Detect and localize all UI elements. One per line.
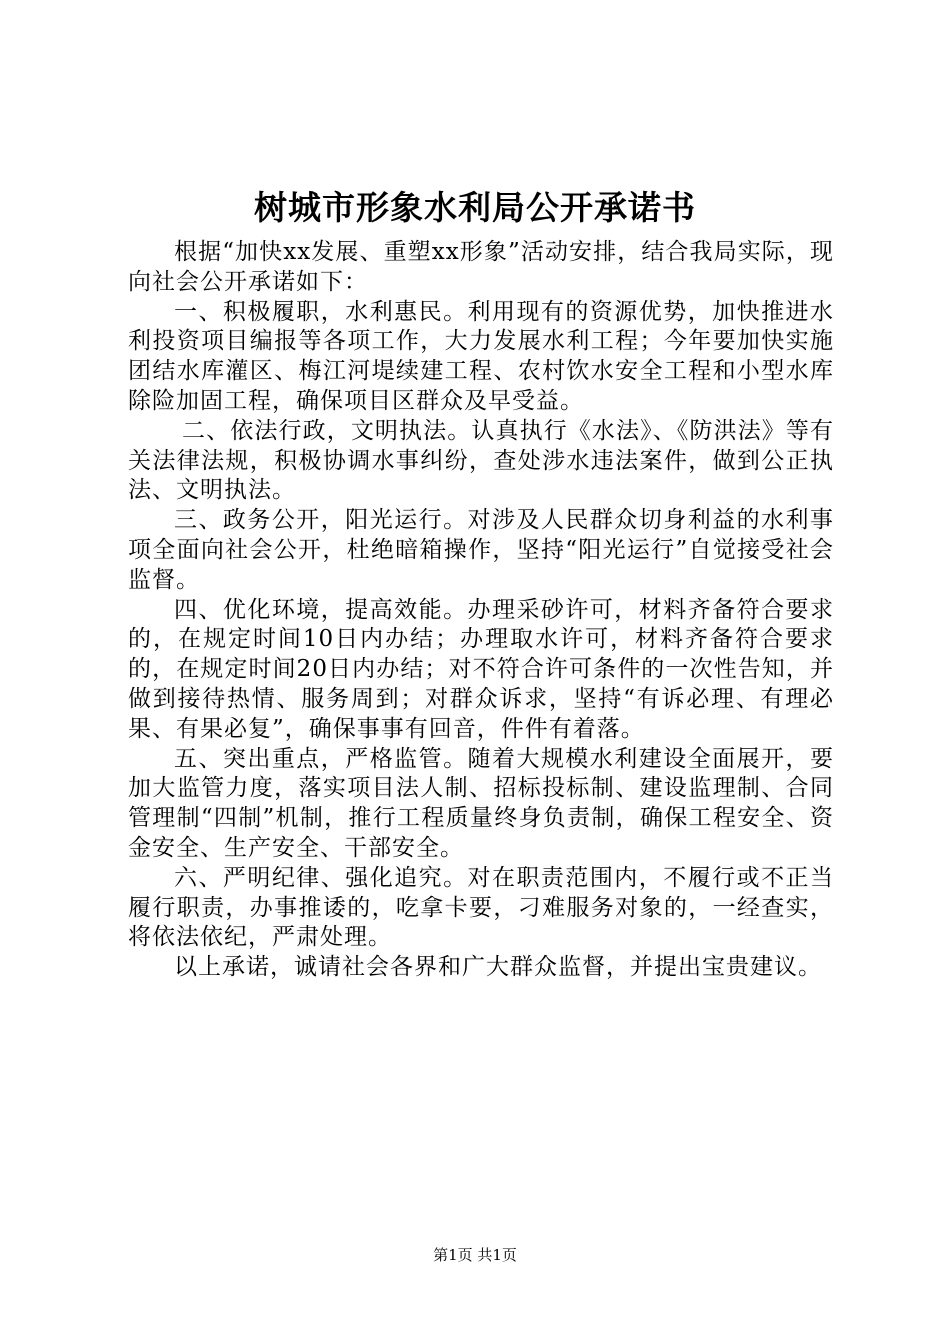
paragraph-item-2: 二、依法行政，文明执法。认真执行《水法》、《防洪法》等有关法律法规，积极协调水事纠纷，查处涉水违法案件，做到公正执法、文明执法。 [128,417,834,504]
paragraph-closing: 以上承诺，诚请社会各界和广大群众监督，并提出宝贵建议。 [174,954,822,981]
document-body [128,238,834,983]
document-title: 树城市形象水利局公开承诺书 [254,188,696,227]
paragraph-item-4: 四、优化环境，提高效能。办理采砂许可，材料齐备符合要求的，在规定时间10日内办结；办理取水许可，材料齐备符合要求的，在规定时间20日内办结；对不符合许可条件的一次性告知，并做到接待热情、服务周到；对群众诉求，坚持“有诉必理、有理必果、有果必复”，确保事事有回音，件件有着落。 [128,596,834,742]
page-footer: 第1页 共1页 [433,1246,517,1264]
paragraph-item-6: 六、严明纪律、强化追究。对在职责范围内，不履行或不正当履行职责，办事推诿的，吃拿卡要，刁难服务对象的，一经查实，将依法依纪，严肃处理。 [128,864,834,951]
paragraph-item-5: 五、突出重点，严格监管。随着大规模水利建设全面展开，要加大监管力度，落实项目法人制、招标投标制、建设监理制、合同管理制“四制”机制，推行工程质量终身负责制，确保工程安全、资金安全、生产安全、干部安全。 [128,745,834,861]
paragraph-item-3: 三、政务公开，阳光运行。对涉及人民群众切身利益的水利事项全面向社会公开，杜绝暗箱操作，坚持“阳光运行”自觉接受社会监督。 [128,507,834,593]
paragraph-intro: 根据“加快xx发展、重塑xx形象”活动安排，结合我局实际，现向社会公开承诺如下： [128,239,834,295]
paragraph-item-1: 一、积极履职，水利惠民。利用现有的资源优势，加快推进水利投资项目编报等各项工作，大力发展水利工程；今年要加快实施团结水库灌区、梅江河堤续建工程、农村饮水安全工程和小型水库除险加固工程，确保项目区群众及早受益。 [128,298,834,414]
